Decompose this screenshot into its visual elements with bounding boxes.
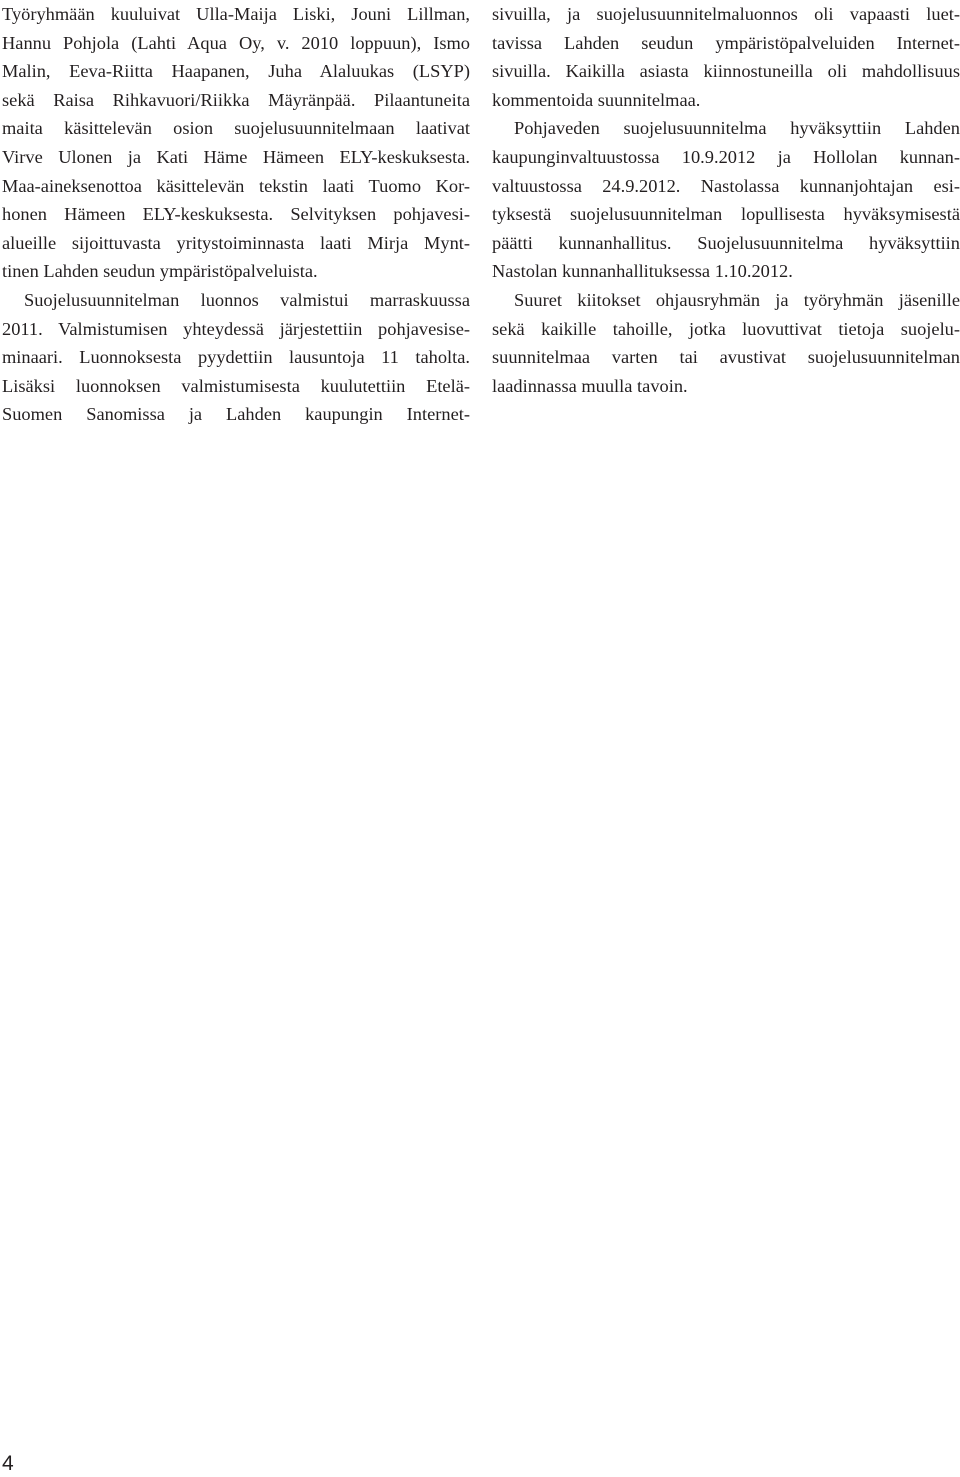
text-line: valtuustossa 24.9.2012. Nastolassa kunnanjohtajan esi- (492, 175, 960, 196)
text-line: sivuilla. Kaikilla asiasta kiinnostuneilla oli mahdollisuus (492, 61, 960, 82)
text-line: tyksestä suojelusuunnitelman lopullisesta hyväksymisestä (492, 204, 960, 225)
text-line: tavissa Lahden seudun ympäristöpalveluiden Internet- (492, 32, 960, 53)
text-line: sekä kaikille tahoille, jotka luovuttivat tietoja suojelu- (492, 318, 960, 339)
text-line: päätti kunnanhallitus. Suojelusuunnitelma hyväksyttiin (492, 232, 960, 253)
text-line: Nastolan kunnanhallituksessa 1.10.2012. (492, 261, 793, 282)
text-line: kommentoida suunnitelmaa. (492, 89, 701, 110)
text-line: maita käsittelevän osion suojelusuunnitelmaan laativat (2, 118, 470, 139)
text-line: Työryhmään kuuluivat Ulla-Maija Liski, Jouni Lillman, (2, 4, 470, 24)
text-line: kaupunginvaltuustossa 10.9.2012 ja Hollolan kunnan- (492, 146, 960, 167)
text-line: 2011. Valmistumisen yhteydessä järjestettiin pohjavesise- (2, 318, 470, 339)
left-text-column (2, 0, 470, 429)
text-line: Suojelusuunnitelman luonnos valmistui marraskuussa (24, 289, 470, 310)
text-line: tinen Lahden seudun ympäristöpalveluista. (2, 261, 318, 282)
text-line: Lisäksi luonnoksen valmistumisesta kuulutettiin Etelä- (2, 375, 470, 396)
text-line: Hannu Pohjola (Lahti Aqua Oy, v. 2010 loppuun), Ismo (2, 32, 470, 53)
text-line: honen Hämeen ELY-keskuksesta. Selvityksen pohjavesi- (2, 204, 470, 225)
text-line: sekä Raisa Rihkavuori/Riikka Mäyränpää. Pilaantuneita (2, 89, 470, 110)
page-number: 4 (2, 1452, 14, 1475)
text-line: Malin, Eeva-Riitta Haapanen, Juha Alaluukas (LSYP) (2, 61, 470, 82)
text-line: Suuret kiitokset ohjausryhmän ja työryhmän jäsenille (514, 289, 960, 310)
text-line: alueille sijoittuvasta yritystoiminnasta laati Mirja Mynt- (2, 232, 470, 253)
text-line: minaari. Luonnoksesta pyydettiin lausuntoja 11 taholta. (2, 347, 470, 368)
text-line: Virve Ulonen ja Kati Häme Hämeen ELY-keskuksesta. (2, 146, 470, 167)
text-line: suunnitelmaa varten tai avustivat suojelusuunnitelman (492, 347, 960, 368)
text-line: laadinnassa muulla tavoin. (492, 375, 688, 396)
text-line: Pohjaveden suojelusuunnitelma hyväksyttiin Lahden (514, 118, 960, 139)
text-line: Suomen Sanomissa ja Lahden kaupungin Internet- (2, 404, 470, 425)
right-text-column (492, 0, 960, 400)
text-line: sivuilla, ja suojelusuunnitelmaluonnos oli vapaasti luet- (492, 4, 960, 24)
text-line: Maa-aineksenottoa käsittelevän tekstin laati Tuomo Kor- (2, 175, 470, 196)
